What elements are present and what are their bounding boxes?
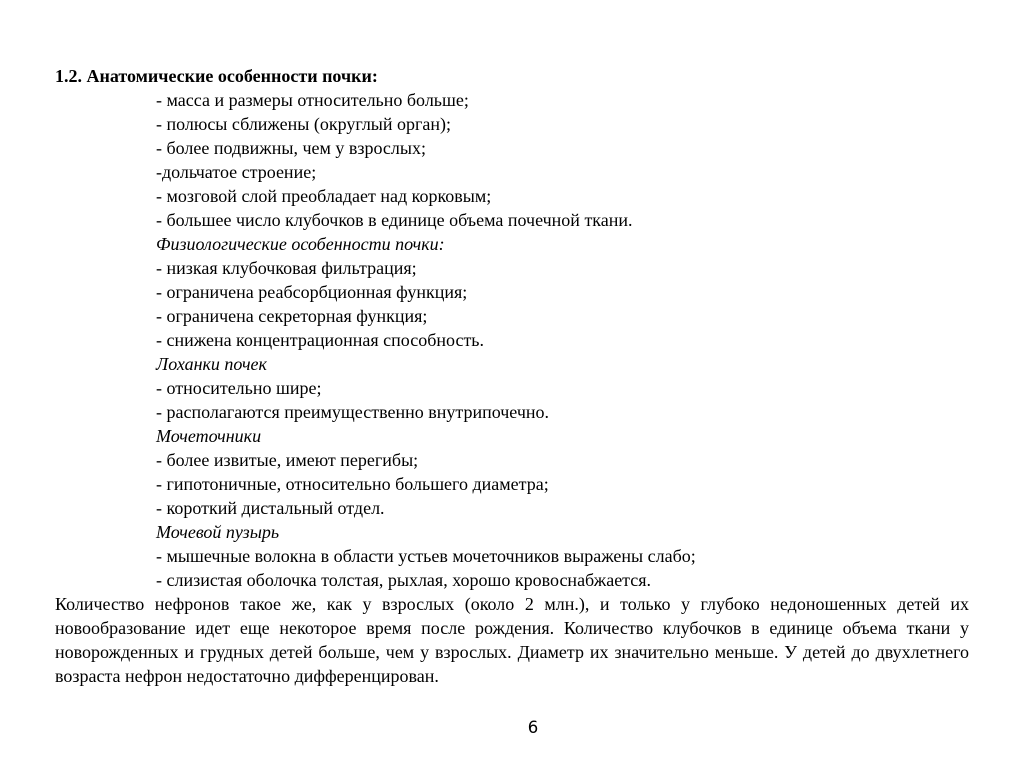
- list-item: - снижена концентрационная способность.: [156, 330, 485, 350]
- section-subheading: Физиологические особенности почки:: [156, 234, 445, 254]
- list-item: - гипотоничные, относительно большего диаметра;: [156, 474, 549, 494]
- section-subheading: Мочевой пузырь: [156, 522, 280, 542]
- section-heading: 1.2. Анатомические особенности почки:: [55, 66, 378, 86]
- list-item: - масса и размеры относительно больше;: [156, 90, 469, 110]
- list-item: - мышечные волокна в области устьев мочеточников выражены слабо;: [156, 546, 696, 566]
- section-subheading: Лоханки почек: [156, 354, 267, 374]
- list-item: - низкая клубочковая фильтрация;: [156, 258, 417, 278]
- list-item: -дольчатое строение;: [156, 162, 317, 182]
- list-item: - полюсы сближены (округлый орган);: [156, 114, 452, 134]
- list-item: - ограничена секреторная функция;: [156, 306, 428, 326]
- section-subheading: Мочеточники: [156, 426, 262, 446]
- list-item: - слизистая оболочка толстая, рыхлая, хорошо кровоснабжается.: [156, 570, 652, 590]
- list-item: - более извитые, имеют перегибы;: [156, 450, 419, 470]
- list-item: - располагаются преимущественно внутрипочечно.: [156, 402, 550, 422]
- list-item: - относительно шире;: [156, 378, 322, 398]
- page-number: 6: [527, 718, 539, 737]
- document-lines: [55, 88, 969, 592]
- list-item: - ограничена реабсорбционная функция;: [156, 282, 468, 302]
- list-item: - короткий дистальный отдел.: [156, 498, 385, 518]
- closing-paragraph: Количество нефронов такое же, как у взрослых (около 2 млн.), и только у глубоко недоношенных детей их новообразование идет еще некоторое время после рождения. Количество клубочков в единице объема ткани у новорожденных и грудных детей больше, чем у взрослых. Диаметр их значительно меньше. У детей до двухлетнего возраста нефрон недостаточно дифференцирован.: [55, 594, 969, 686]
- list-item: - большее число клубочков в единице объема почечной ткани.: [156, 210, 633, 230]
- list-item: - более подвижны, чем у взрослых;: [156, 138, 426, 158]
- list-item: - мозговой слой преобладает над корковым;: [156, 186, 492, 206]
